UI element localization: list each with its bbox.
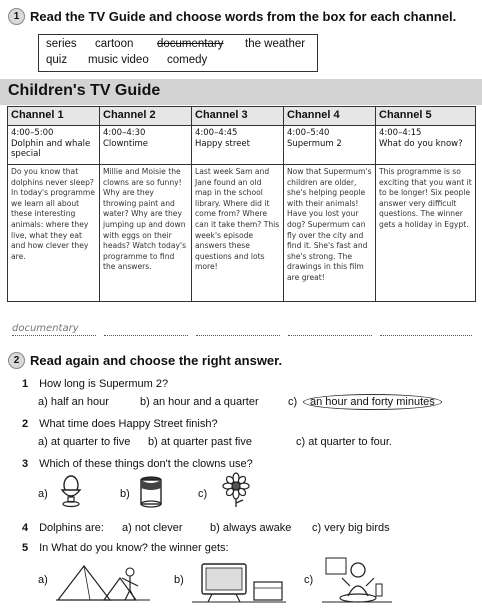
- channel-1-show: Dolphin and whale special: [11, 138, 91, 159]
- question-1: [22, 378, 168, 390]
- channel-header-row: [8, 107, 476, 126]
- channel-1-header: Channel 1: [8, 107, 100, 126]
- channel-4-show: Supermum 2: [287, 138, 342, 149]
- q5-option-c[interactable]: c): [304, 574, 314, 586]
- word-the-weather: the weather: [245, 38, 306, 50]
- channel-4-description: Now that Supermum's children are older, she's helping people with their animals! Have you lost your dog? Supermum can fly over the city and find it. She's fast and she's strong. The drawings in this film are great!: [284, 165, 376, 302]
- q2-option-c[interactable]: c) at quarter to four.: [296, 436, 392, 448]
- word-cartoon: cartoon: [95, 38, 134, 50]
- question-4: [22, 522, 104, 534]
- question-1-text: How long is Supermum 2?: [39, 378, 169, 390]
- flower-icon: [216, 472, 256, 508]
- channel-2-show: Clowntime: [103, 138, 149, 149]
- q3-option-b[interactable]: b): [120, 488, 130, 500]
- channel-4-time: 4:00–5:40: [287, 128, 330, 138]
- q1-option-c-label[interactable]: c): [288, 396, 298, 408]
- tv-guide-table: [7, 106, 476, 302]
- channel-2-time-cell: [100, 126, 192, 165]
- channel-1-time-cell: [8, 126, 100, 165]
- channel-4-header: Channel 4: [284, 107, 376, 126]
- question-3-number: 3: [22, 458, 29, 470]
- q1-option-c-circled-answer[interactable]: an hour and forty minutes: [303, 394, 442, 410]
- question-2-text: What time does Happy Street finish?: [39, 418, 218, 430]
- channel-4-time-cell: [284, 126, 376, 165]
- q4-option-b[interactable]: b) always awake: [210, 522, 292, 534]
- q1-option-b[interactable]: b) an hour and a quarter: [140, 396, 259, 408]
- person-eating-dinner-icon: [322, 556, 392, 606]
- time-row: [8, 126, 476, 165]
- q2-option-a[interactable]: a) at quarter to five: [38, 436, 131, 448]
- guide-title-bar: [0, 79, 482, 105]
- question-4-number: 4: [22, 522, 29, 534]
- channel-5-show: What do you know?: [379, 138, 463, 149]
- question-2-number: 2: [22, 418, 29, 430]
- q4-option-c[interactable]: c) very big birds: [312, 522, 390, 534]
- exercise-2-number: 2: [8, 352, 25, 369]
- q2-option-b[interactable]: b) at quarter past five: [148, 436, 252, 448]
- question-4-text: Dolphins are:: [39, 522, 104, 534]
- channel-3-header: Channel 3: [192, 107, 284, 126]
- answer-blank-5[interactable]: [380, 323, 472, 336]
- channel-1-description: Do you know that dolphins never sleep? In today's programme we learn all about these interesting animals: where they live, what they eat and how clever they are.: [8, 165, 100, 302]
- question-3-text: Which of these things don't the clowns use?: [39, 458, 253, 470]
- description-row: [8, 165, 476, 302]
- question-3: [22, 458, 253, 470]
- channel-1-time: 4:00–5:00: [11, 128, 54, 138]
- answer-blank-2[interactable]: [104, 323, 188, 336]
- word-documentary-struck: documentary: [157, 38, 224, 50]
- channel-3-time-cell: [192, 126, 284, 165]
- channel-2-description: Millie and Moisie the clowns are so funny! Why are they throwing paint and water? Why are they jumping up and down with eggs on their heads? Watch today's programme to find the answers.: [100, 165, 192, 302]
- q3-option-a[interactable]: a): [38, 488, 48, 500]
- q5-option-b[interactable]: b): [174, 574, 184, 586]
- channel-2-header: Channel 2: [100, 107, 192, 126]
- egg-in-cup-icon: [56, 474, 86, 508]
- exercise-1-instruction: Read the TV Guide and choose words from the box for each channel.: [30, 9, 457, 24]
- answer-blank-4[interactable]: [288, 323, 372, 336]
- channel-2-time: 4:00–4:30: [103, 128, 146, 138]
- guide-title: Children's TV Guide: [8, 82, 161, 99]
- word-box: [38, 34, 318, 72]
- word-series: series: [46, 38, 77, 50]
- question-5-number: 5: [22, 542, 29, 554]
- exercise-2-instruction: Read again and choose the right answer.: [30, 353, 283, 368]
- word-music-video: music video: [88, 54, 149, 66]
- channel-5-time-cell: [376, 126, 476, 165]
- paint-tin-icon: [138, 474, 164, 508]
- channel-5-time: 4:00–4:15: [379, 128, 422, 138]
- q4-option-a[interactable]: a) not clever: [122, 522, 183, 534]
- word-quiz: quiz: [46, 54, 68, 66]
- pyramids-holiday-icon: [56, 558, 150, 606]
- exercise-1-number: 1: [8, 8, 25, 25]
- answer-blank-1[interactable]: documentary: [12, 323, 96, 336]
- word-comedy: comedy: [167, 54, 208, 66]
- channel-3-time: 4:00–4:45: [195, 128, 238, 138]
- question-5-text: In What do you know? the winner gets:: [39, 542, 229, 554]
- question-5: [22, 542, 229, 554]
- question-1-number: 1: [22, 378, 29, 390]
- tv-living-room-icon: [192, 558, 286, 606]
- exercise-2-heading: [8, 352, 282, 369]
- channel-3-description: Last week Sam and Jane found an old map in the school library. Where did it come from? Where can it take them? This week's episode answers these questions and lots more!: [192, 165, 284, 302]
- q5-option-a[interactable]: a): [38, 574, 48, 586]
- q1-option-a[interactable]: a) half an hour: [38, 396, 109, 408]
- question-2: [22, 418, 218, 430]
- exercise-1-heading: [8, 8, 456, 25]
- channel-3-show: Happy street: [195, 138, 250, 149]
- channel-5-description: This programme is so exciting that you want it to be longer! Six people answer very difficult questions. The winner gets a holiday in Egypt.: [376, 165, 476, 302]
- q3-option-c[interactable]: c): [198, 488, 208, 500]
- answer-blank-3[interactable]: [196, 323, 280, 336]
- channel-5-header: Channel 5: [376, 107, 476, 126]
